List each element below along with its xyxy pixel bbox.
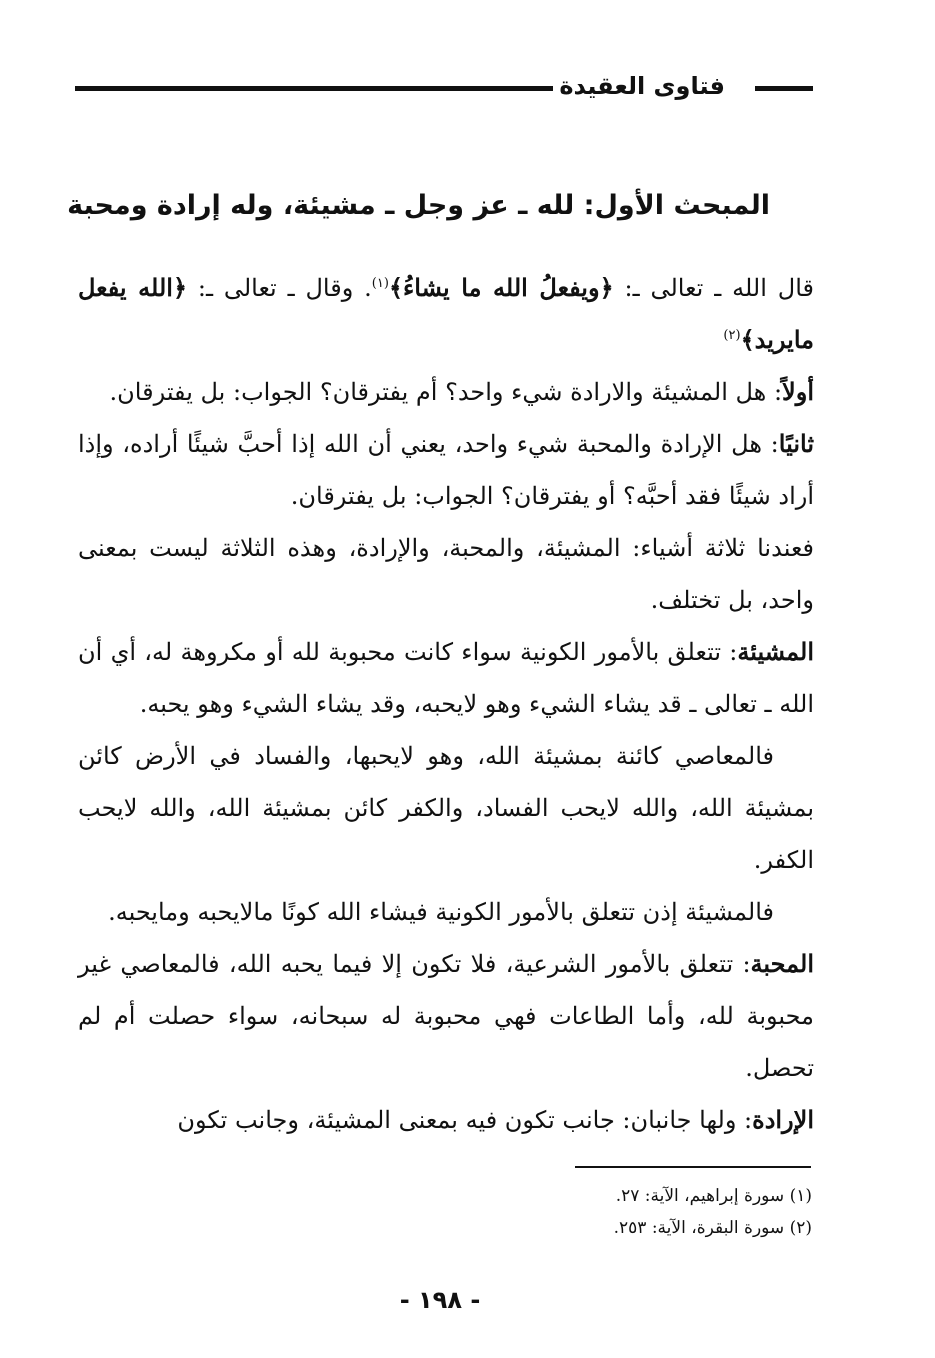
section-title: المبحث الأول: لله ـ عز وجل ـ مشيئة، وله إرادة ومحبة bbox=[67, 190, 770, 221]
paragraph-2 bbox=[78, 366, 814, 418]
paragraph-6 bbox=[78, 730, 814, 886]
paragraph-2-text: : هل المشيئة والارادة شيء واحد؟ أم يفترقان؟ الجواب: بل يفترقان. bbox=[109, 378, 783, 406]
quran-verse-1: ﴿ويفعلُ الله ما يشاءُ﴾ bbox=[388, 273, 614, 302]
paragraph-7 bbox=[78, 886, 814, 938]
paragraph-9 bbox=[78, 1094, 814, 1146]
paragraph-4-text: فعندنا ثلاثة أشياء: المشيئة، والمحبة، والإرادة، وهذه الثلاثة ليست بمعنى واحد، بل تختلف. bbox=[78, 534, 814, 614]
running-header bbox=[75, 68, 813, 108]
paragraph-5-text: : تتعلق بالأمور الكونية سواء كانت محبوبة لله أو مكروهة له، أي أن الله ـ تعالى ـ قد يشاء الشيء وهو لايحبه، وقد يشاء الشيء وهو يحبه. bbox=[78, 638, 814, 718]
paragraph-5 bbox=[78, 626, 814, 730]
header-rule-left bbox=[75, 86, 553, 91]
page-number: - ١٩٨ - bbox=[399, 1286, 481, 1314]
footnote-2: (٢) سورة البقرة، الآية: ٢٥٣. bbox=[613, 1218, 812, 1238]
book-title: فتاوى العقيدة bbox=[559, 72, 725, 100]
body-text bbox=[78, 262, 814, 1146]
quran-verse-2: ﴿الله يفعل مايريد﴾ bbox=[78, 273, 814, 354]
paragraph-4 bbox=[78, 522, 814, 626]
term-first: أولاً bbox=[782, 377, 814, 406]
term-irada: الإرادة bbox=[752, 1105, 814, 1134]
term-second: ثانيًا bbox=[778, 429, 814, 458]
paragraph-7-text: فالمشيئة إذن تتعلق بالأمور الكونية فيشاء الله كونًا مالايحبه ومايحبه. bbox=[108, 898, 774, 926]
paragraph-6-text: فالمعاصي كائنة بمشيئة الله، وهو لايحبها، والفساد في الأرض كائن بمشيئة الله، والله لايحب الفساد، والكفر كائن بمشيئة الله، والله لايحب الكفر. bbox=[78, 742, 814, 874]
paragraph-1-text-b: . وقال ـ تعالى ـ: bbox=[187, 274, 372, 302]
footnote-marker-1: (١) bbox=[371, 276, 389, 291]
term-mahabba: المحبة bbox=[750, 949, 814, 978]
term-mashia: المشيئة bbox=[737, 637, 814, 666]
paragraph-1-text-a: قال الله ـ تعالى ـ: bbox=[613, 274, 814, 302]
footnote-separator bbox=[575, 1166, 811, 1168]
paragraph-3 bbox=[78, 418, 814, 522]
paragraph-8 bbox=[78, 938, 814, 1094]
paragraph-8-text: : تتعلق بالأمور الشرعية، فلا تكون إلا فيما يحبه الله، فالمعاصي غير محبوبة لله، وأما الطاعات فهي محبوبة له سبحانه، سواء حصلت أم لم تحصل. bbox=[78, 950, 814, 1082]
footnote-1: (١) سورة إبراهيم، الآية: ٢٧. bbox=[615, 1186, 812, 1206]
paragraph-9-text: : ولها جانبان: جانب تكون فيه بمعنى المشيئة، وجانب تكون bbox=[177, 1106, 753, 1134]
paragraph-1 bbox=[78, 262, 814, 366]
footnote-marker-2: (٢) bbox=[723, 328, 741, 343]
header-rule-right bbox=[755, 86, 813, 91]
footnotes bbox=[400, 1180, 812, 1244]
paragraph-3-text: : هل الإرادة والمحبة شيء واحد، يعني أن الله إذا أحبَّ شيئًا أراده، وإذا أراد شيئًا فقد أحبَّه؟ أو يفترقان؟ الجواب: بل يفترقان. bbox=[78, 430, 814, 510]
